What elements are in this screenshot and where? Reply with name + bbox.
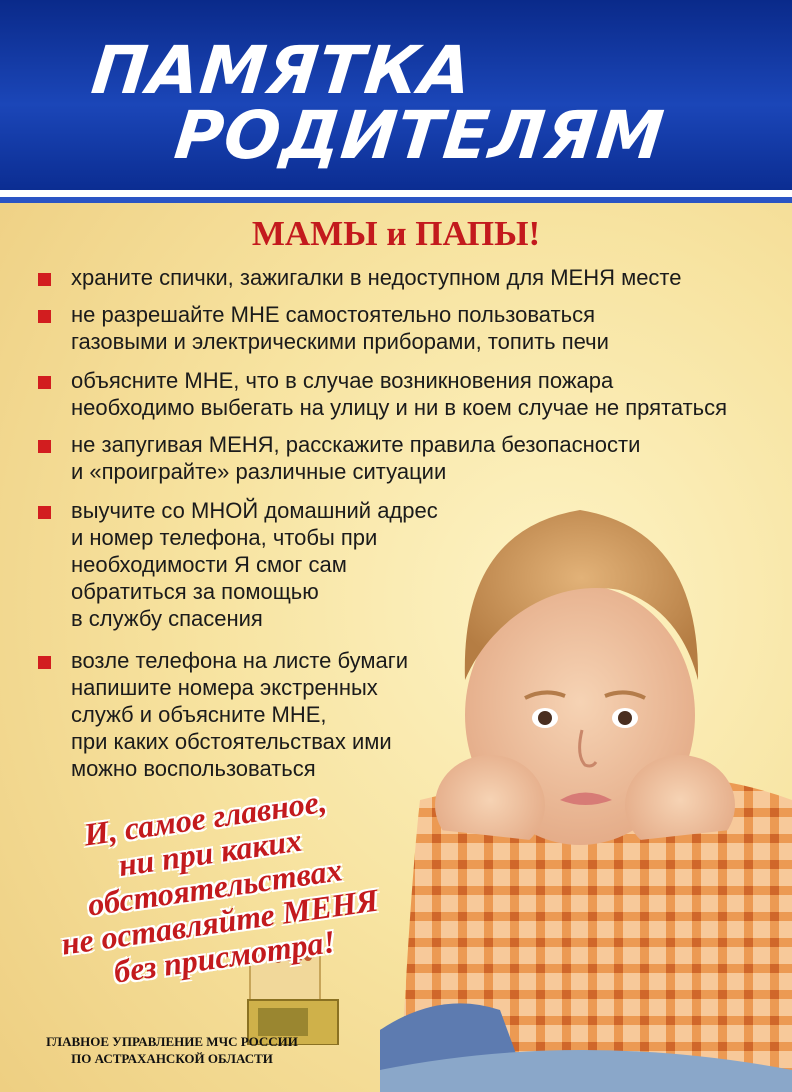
list-item [38,647,408,782]
bullet-icon [38,310,51,323]
slogan: И, самое главное, ни при каких обстоятельствах не оставляйте МЕНЯ без присмотра! [59,782,381,990]
bullet-icon [38,656,51,669]
list-item-text: объясните МНЕ, что в случае возникновения пожара необходимо выбегать на улицу и ни в коем случае не прятаться [71,368,728,420]
list-item-text: не запугивая МЕНЯ, расскажите правила безопасности и «проиграйте» различные ситуации [71,432,641,484]
child-photo [380,470,792,1092]
list-item [38,264,682,291]
subtitle: МАМЫ и ПАПЫ! [251,214,541,253]
list-item [38,497,438,632]
list-item-text: возле телефона на листе бумаги напишите номера экстренных служб и объясните МНЕ, при каких обстоятельствах ими можно воспользоваться [71,648,409,781]
bullet-icon [38,440,51,453]
list-item-text: не разрешайте МНЕ самостоятельно пользоваться газовыми и электрическими приборами, топить печи [71,302,609,354]
footer-organization: ГЛАВНОЕ УПРАВЛЕНИЕ МЧС РОССИИ ПО АСТРАХАНСКОЙ ОБЛАСТИ [46,1034,298,1066]
list-item-text: храните спички, зажигалки в недоступном для МЕНЯ месте [71,265,682,290]
bullet-icon [38,273,51,286]
bullet-icon [38,376,51,389]
page-title-line1: ПАМЯТКА [88,32,476,109]
page-title-line2: РОДИТЕЛЯМ [171,97,669,174]
list-item-text: выучите со МНОЙ домашний адрес и номер телефона, чтобы при необходимости Я смог сам обратиться за помощью в службу спасения [71,498,438,631]
header-banner [0,0,792,197]
list-item [38,301,609,355]
list-item [38,367,727,421]
bullet-icon [38,506,51,519]
